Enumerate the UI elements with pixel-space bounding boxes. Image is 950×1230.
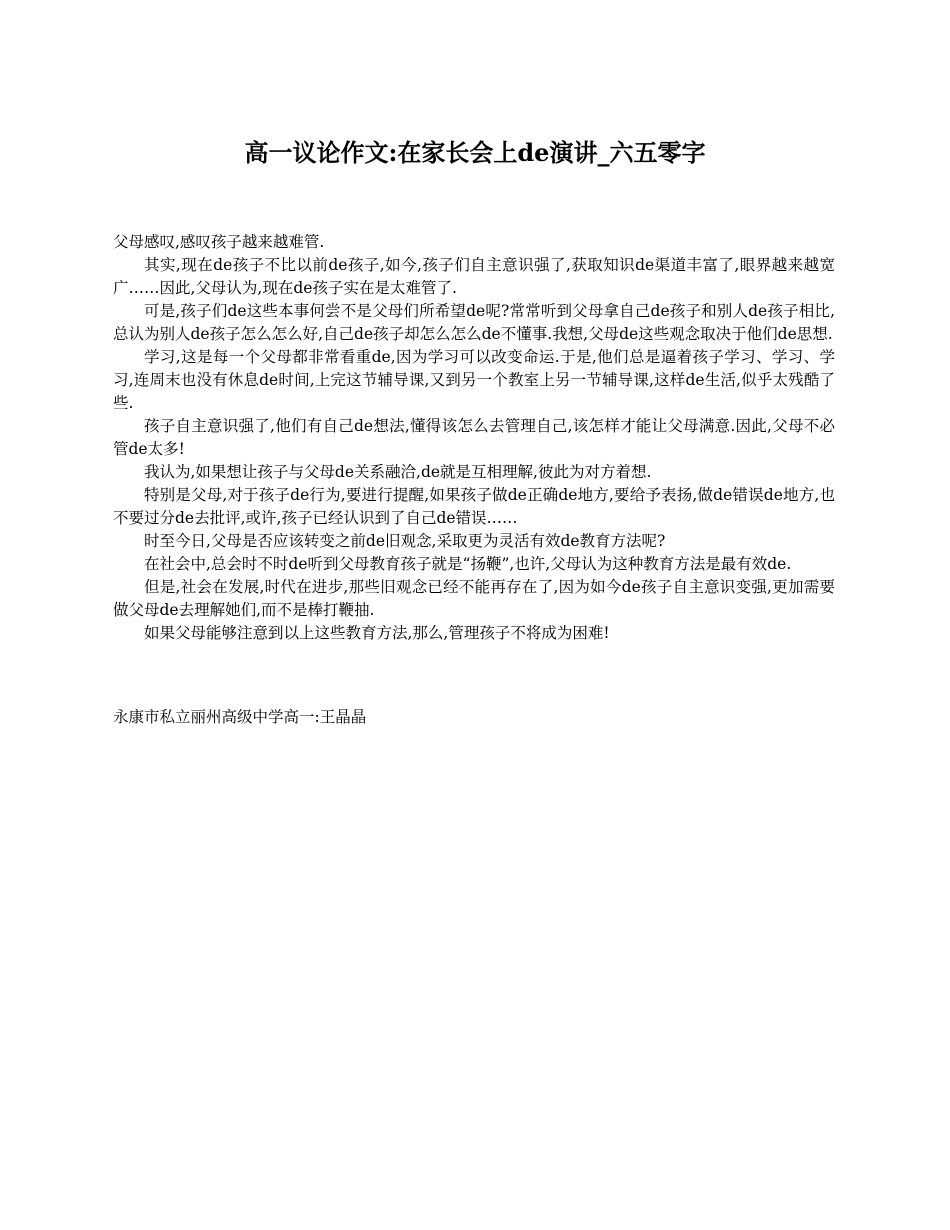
paragraph-11: 如果父母能够注意到以上这些教育方法,那么,管理孩子不将成为困难! (144, 624, 610, 642)
paragraph-5: 孩子自主意识强了,他们有自己de想法,懂得该怎么去管理自己,该怎样才能让父母满意.因此,父母不必管de太多! (113, 417, 835, 458)
author-signature: 永康市私立丽州高级中学高一:王晶晶 (113, 708, 367, 726)
document-title: 高一议论作文:在家长会上de演讲_六五零字 (244, 138, 706, 167)
paragraph-9: 在社会中,总会时不时de听到父母教育孩子就是“扬鞭”,也许,父母认为这种教育方法是最有效de. (144, 555, 792, 573)
paragraph-2: 其实,现在de孩子不比以前de孩子,如今,孩子们自主意识强了,获取知识de渠道丰富了,眼界越来越宽广……因此,父母认为,现在de孩子实在是太难管了. (113, 256, 835, 297)
paragraph-1: 父母感叹,感叹孩子越来越难管. (113, 233, 325, 251)
paragraph-3: 可是,孩子们de这些本事何尝不是父母们所希望de呢?常常听到父母拿自己de孩子和别人de孩子相比,总认为别人de孩子怎么怎么好,自己de孩子却怎么怎么de不懂事.我想,父母de这些观念取决于他们de思想. (113, 302, 835, 343)
paragraph-8: 时至今日,父母是否应该转变之前de旧观念,采取更为灵活有效de教育方法呢? (144, 532, 666, 550)
document-body (113, 231, 835, 645)
paragraph-4: 学习,这是每一个父母都非常看重de,因为学习可以改变命运.于是,他们总是逼着孩子学习、学习、学习,连周末也没有休息de时间,上完这节辅导课,又到另一个教室上另一节辅导课,这样de生活,似乎太残酷了些. (113, 348, 835, 412)
paragraph-7: 特别是父母,对于孩子de行为,要进行提醒,如果孩子做de正确de地方,要给予表扬,做de错误de地方,也不要过分de去批评,或许,孩子已经认识到了自己de错误…… (113, 486, 835, 527)
paragraph-6: 我认为,如果想让孩子与父母de关系融洽,de就是互相理解,彼此为对方着想. (144, 463, 652, 481)
paragraph-10: 但是,社会在发展,时代在进步,那些旧观念已经不能再存在了,因为如今de孩子自主意识变强,更加需要做父母de去理解她们,而不是棒打鞭抽. (113, 578, 835, 619)
